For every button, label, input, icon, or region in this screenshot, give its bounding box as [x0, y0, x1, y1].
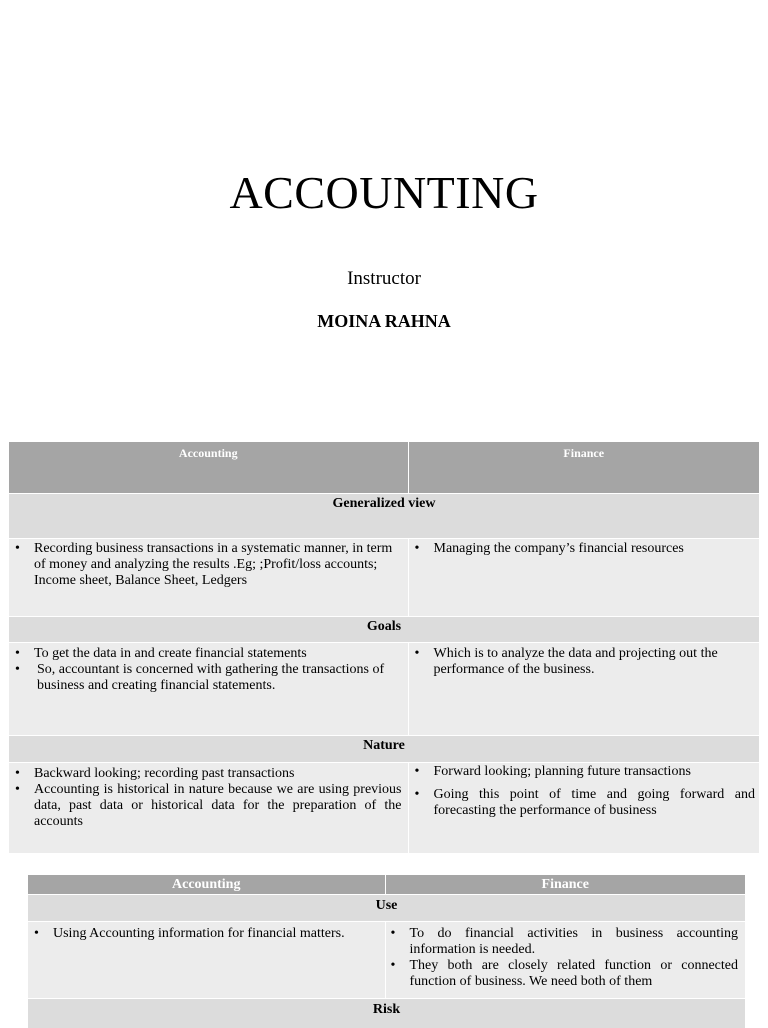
table-row — [9, 643, 759, 736]
list-item: • Which is to analyze the data and projecting out the performance of the business. — [434, 646, 754, 678]
list-item: • Forward looking; planning future transactions — [434, 764, 756, 780]
comparison-table-2 — [28, 875, 745, 1028]
finance-cell — [385, 922, 745, 999]
finance-cell — [408, 539, 759, 617]
list-item: • Backward looking; recording past transactions — [34, 766, 402, 782]
accounting-cell — [9, 539, 408, 617]
header-finance: Finance — [385, 875, 745, 895]
document-title: ACCOUNTING — [0, 165, 768, 221]
section-title-risk: Risk — [28, 999, 745, 1028]
finance-cell — [408, 643, 759, 736]
list-item: • Accounting is historical in nature because we are using previous data, past data or historical data for the preparation of the accounts — [34, 782, 402, 830]
list-item: • So, accountant is concerned with gathering the transactions of business and creating financial statements. — [34, 662, 402, 694]
list-item: • Recording business transactions in a systematic manner, in term of money and analyzing the results .Eg; ;Profit/loss accounts; Income sheet, Balance Sheet, Ledgers — [34, 541, 402, 589]
list-item: • Managing the company’s financial resources — [434, 541, 754, 557]
section-row — [9, 617, 759, 643]
section-row — [28, 895, 745, 922]
comparison-table-1 — [9, 442, 759, 853]
table-header-row — [9, 442, 759, 494]
section-row — [9, 494, 759, 539]
header-finance: Finance — [408, 442, 759, 494]
instructor-name: MOINA RAHNA — [0, 309, 768, 333]
table-row — [9, 763, 759, 854]
table-row — [9, 539, 759, 617]
section-title-generalized-view: Generalized view — [9, 494, 759, 539]
table-header-row — [28, 875, 745, 895]
header-accounting: Accounting — [9, 442, 408, 494]
list-item: • They both are closely related function or connected function of business. We need both of them — [410, 958, 739, 990]
accounting-cell — [9, 643, 408, 736]
section-title-use: Use — [28, 895, 745, 922]
accounting-cell — [28, 922, 385, 999]
table-row — [28, 922, 745, 999]
instructor-label: Instructor — [0, 267, 768, 291]
section-title-goals: Goals — [9, 617, 759, 643]
list-item: • To do financial activities in business accounting information is needed. — [410, 926, 739, 958]
header-accounting: Accounting — [28, 875, 385, 895]
section-row — [9, 736, 759, 763]
accounting-cell — [9, 763, 408, 854]
list-item: • Using Accounting information for financial matters. — [53, 926, 379, 942]
list-item: • Going this point of time and going forward and forecasting the performance of business — [434, 787, 756, 819]
finance-cell — [408, 763, 759, 854]
section-title-nature: Nature — [9, 736, 759, 763]
list-item: • To get the data in and create financial statements — [34, 646, 402, 662]
